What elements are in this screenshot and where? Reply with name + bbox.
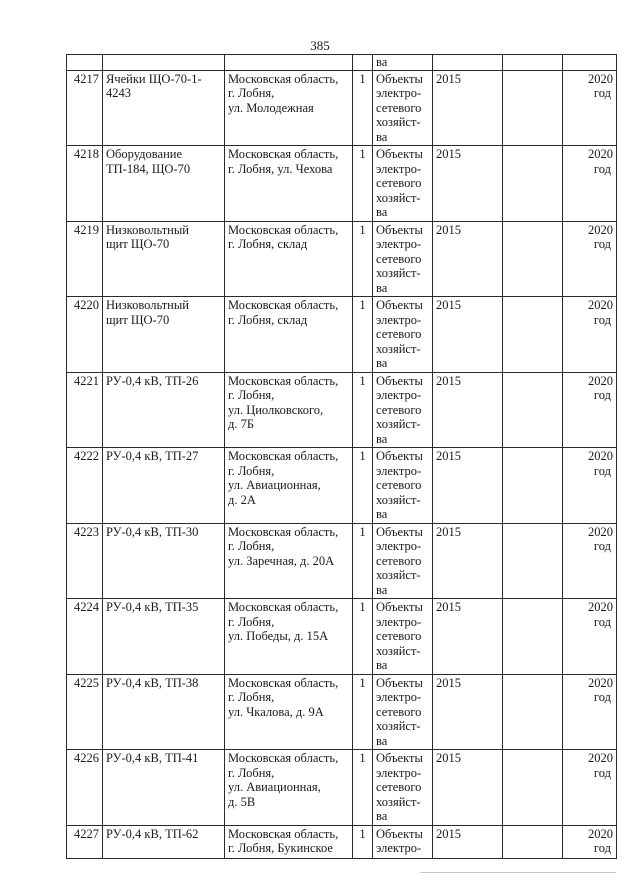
row-number: 4219 <box>67 221 103 297</box>
object-name: РУ-0,4 кВ, ТП-62 <box>103 825 225 858</box>
row-number: 4220 <box>67 297 103 373</box>
property-registry-table <box>66 54 617 859</box>
object-year: 2015 <box>433 221 503 297</box>
cell-blank <box>503 523 563 599</box>
object-term <box>563 146 617 222</box>
cell-blank <box>503 70 563 146</box>
object-name: РУ-0,4 кВ, ТП-41 <box>103 750 225 826</box>
cell-blank <box>503 825 563 858</box>
object-type: Объекты электро- сетевого хозяйст- ва <box>373 750 433 826</box>
object-type: Объекты электро- сетевого хозяйст- ва <box>373 221 433 297</box>
term-year: 2020 <box>588 147 613 161</box>
cell-blank <box>503 55 563 71</box>
cell-type: ва <box>373 55 433 71</box>
object-quantity: 1 <box>353 70 373 146</box>
object-address: Московская область, г. Лобня, Букинское <box>225 825 353 858</box>
object-type: Объекты электро- сетевого хозяйст- ва <box>373 674 433 750</box>
object-name: Низковольтный щит ЩО-70 <box>103 221 225 297</box>
object-type: Объекты электро- сетевого хозяйст- ва <box>373 372 433 448</box>
term-unit: год <box>593 690 611 704</box>
object-type: Объекты электро- сетевого хозяйст- ва <box>373 448 433 524</box>
table-row <box>67 825 617 858</box>
object-name: РУ-0,4 кВ, ТП-38 <box>103 674 225 750</box>
object-year: 2015 <box>433 674 503 750</box>
term-unit: год <box>593 539 611 553</box>
object-year: 2015 <box>433 448 503 524</box>
cell-name <box>103 55 225 71</box>
object-address: Московская область, г. Лобня, ул. Молодежная <box>225 70 353 146</box>
row-number: 4227 <box>67 825 103 858</box>
cell-year <box>433 55 503 71</box>
term-year: 2020 <box>588 524 613 539</box>
object-quantity: 1 <box>353 146 373 222</box>
row-number: 4225 <box>67 674 103 750</box>
term-year: 2020 <box>588 71 613 86</box>
object-term <box>563 221 617 297</box>
object-year: 2015 <box>433 523 503 599</box>
object-address: Московская область, г. Лобня, ул. Победы, д. 15А <box>225 599 353 675</box>
term-unit: год <box>593 463 611 478</box>
table-row <box>67 297 617 373</box>
term-unit: год <box>593 614 611 629</box>
term-year: 2020 <box>588 675 613 690</box>
object-name: РУ-0,4 кВ, ТП-27 <box>103 448 225 524</box>
object-type: Объекты электро- сетевого хозяйст- ва <box>373 599 433 675</box>
cell-blank <box>503 674 563 750</box>
object-quantity: 1 <box>353 674 373 750</box>
cell-blank <box>503 372 563 448</box>
term-unit: год <box>593 388 611 402</box>
object-address: Московская область, г. Лобня, ул. Чехова <box>225 146 353 222</box>
object-name: Оборудование ТП-184, ЩО-70 <box>103 146 225 222</box>
term-year: 2020 <box>588 751 613 765</box>
object-address: Московская область, г. Лобня, ул. Циолковского, д. 7Б <box>225 372 353 448</box>
object-name: РУ-0,4 кВ, ТП-30 <box>103 523 225 599</box>
object-year: 2015 <box>433 70 503 146</box>
object-quantity: 1 <box>353 297 373 373</box>
term-unit: год <box>593 312 611 327</box>
object-year: 2015 <box>433 750 503 826</box>
term-unit: год <box>593 841 611 855</box>
cell-blank <box>503 448 563 524</box>
cell-blank <box>503 750 563 826</box>
continuation-row <box>67 55 617 71</box>
object-quantity: 1 <box>353 372 373 448</box>
object-quantity: 1 <box>353 221 373 297</box>
object-year: 2015 <box>433 297 503 373</box>
object-type: Объекты электро- <box>373 825 433 858</box>
row-number: 4224 <box>67 599 103 675</box>
object-term <box>563 448 617 524</box>
term-unit: год <box>593 161 611 176</box>
row-number: 4226 <box>67 750 103 826</box>
object-address: Московская область, г. Лобня, ул. Чкалова, д. 9А <box>225 674 353 750</box>
object-quantity: 1 <box>353 448 373 524</box>
term-unit: год <box>593 237 611 251</box>
cell-num <box>67 55 103 71</box>
object-type: Объекты электро- сетевого хозяйст- ва <box>373 523 433 599</box>
page-bottom-rule <box>420 872 616 873</box>
table-row <box>67 372 617 448</box>
page-number: 385 <box>310 38 330 53</box>
object-year: 2015 <box>433 372 503 448</box>
object-quantity: 1 <box>353 825 373 858</box>
cell-blank <box>503 221 563 297</box>
object-term <box>563 825 617 858</box>
object-quantity: 1 <box>353 750 373 826</box>
term-year: 2020 <box>588 826 613 841</box>
row-number: 4222 <box>67 448 103 524</box>
object-type: Объекты электро- сетевого хозяйст- ва <box>373 146 433 222</box>
cell-blank <box>503 297 563 373</box>
object-type: Объекты электро- сетевого хозяйст- ва <box>373 297 433 373</box>
row-number: 4218 <box>67 146 103 222</box>
cell-blank <box>503 599 563 675</box>
term-year: 2020 <box>588 298 613 312</box>
cell-address <box>225 55 353 71</box>
table-row <box>67 674 617 750</box>
object-address: Московская область, г. Лобня, ул. Авиационная, д. 2А <box>225 448 353 524</box>
term-year: 2020 <box>588 373 613 388</box>
object-term <box>563 523 617 599</box>
object-year: 2015 <box>433 146 503 222</box>
object-name: Ячейки ЩО-70-1- 4243 <box>103 70 225 146</box>
object-name: Низковольтный щит ЩО-70 <box>103 297 225 373</box>
object-address: Московская область, г. Лобня, склад <box>225 221 353 297</box>
object-address: Московская область, г. Лобня, ул. Авиационная, д. 5В <box>225 750 353 826</box>
object-term <box>563 297 617 373</box>
object-year: 2015 <box>433 599 503 675</box>
object-address: Московская область, г. Лобня, ул. Заречная, д. 20А <box>225 523 353 599</box>
cell-term <box>563 55 617 71</box>
table-row <box>67 523 617 599</box>
object-term <box>563 599 617 675</box>
object-type: Объекты электро- сетевого хозяйст- ва <box>373 70 433 146</box>
table-row <box>67 70 617 146</box>
term-unit: год <box>593 765 611 780</box>
object-address: Московская область, г. Лобня, склад <box>225 297 353 373</box>
row-number: 4223 <box>67 523 103 599</box>
table-row <box>67 599 617 675</box>
cell-blank <box>503 146 563 222</box>
object-term <box>563 372 617 448</box>
object-name: РУ-0,4 кВ, ТП-35 <box>103 599 225 675</box>
object-quantity: 1 <box>353 599 373 675</box>
table-row <box>67 750 617 826</box>
table-row <box>67 448 617 524</box>
cell-qty <box>353 55 373 71</box>
table-row <box>67 221 617 297</box>
object-term <box>563 750 617 826</box>
object-term <box>563 70 617 146</box>
term-year: 2020 <box>588 449 613 463</box>
table-row <box>67 146 617 222</box>
term-year: 2020 <box>588 222 613 237</box>
object-term <box>563 674 617 750</box>
object-name: РУ-0,4 кВ, ТП-26 <box>103 372 225 448</box>
row-number: 4217 <box>67 70 103 146</box>
term-year: 2020 <box>588 600 613 614</box>
row-number: 4221 <box>67 372 103 448</box>
object-quantity: 1 <box>353 523 373 599</box>
term-unit: год <box>593 86 611 100</box>
object-year: 2015 <box>433 825 503 858</box>
